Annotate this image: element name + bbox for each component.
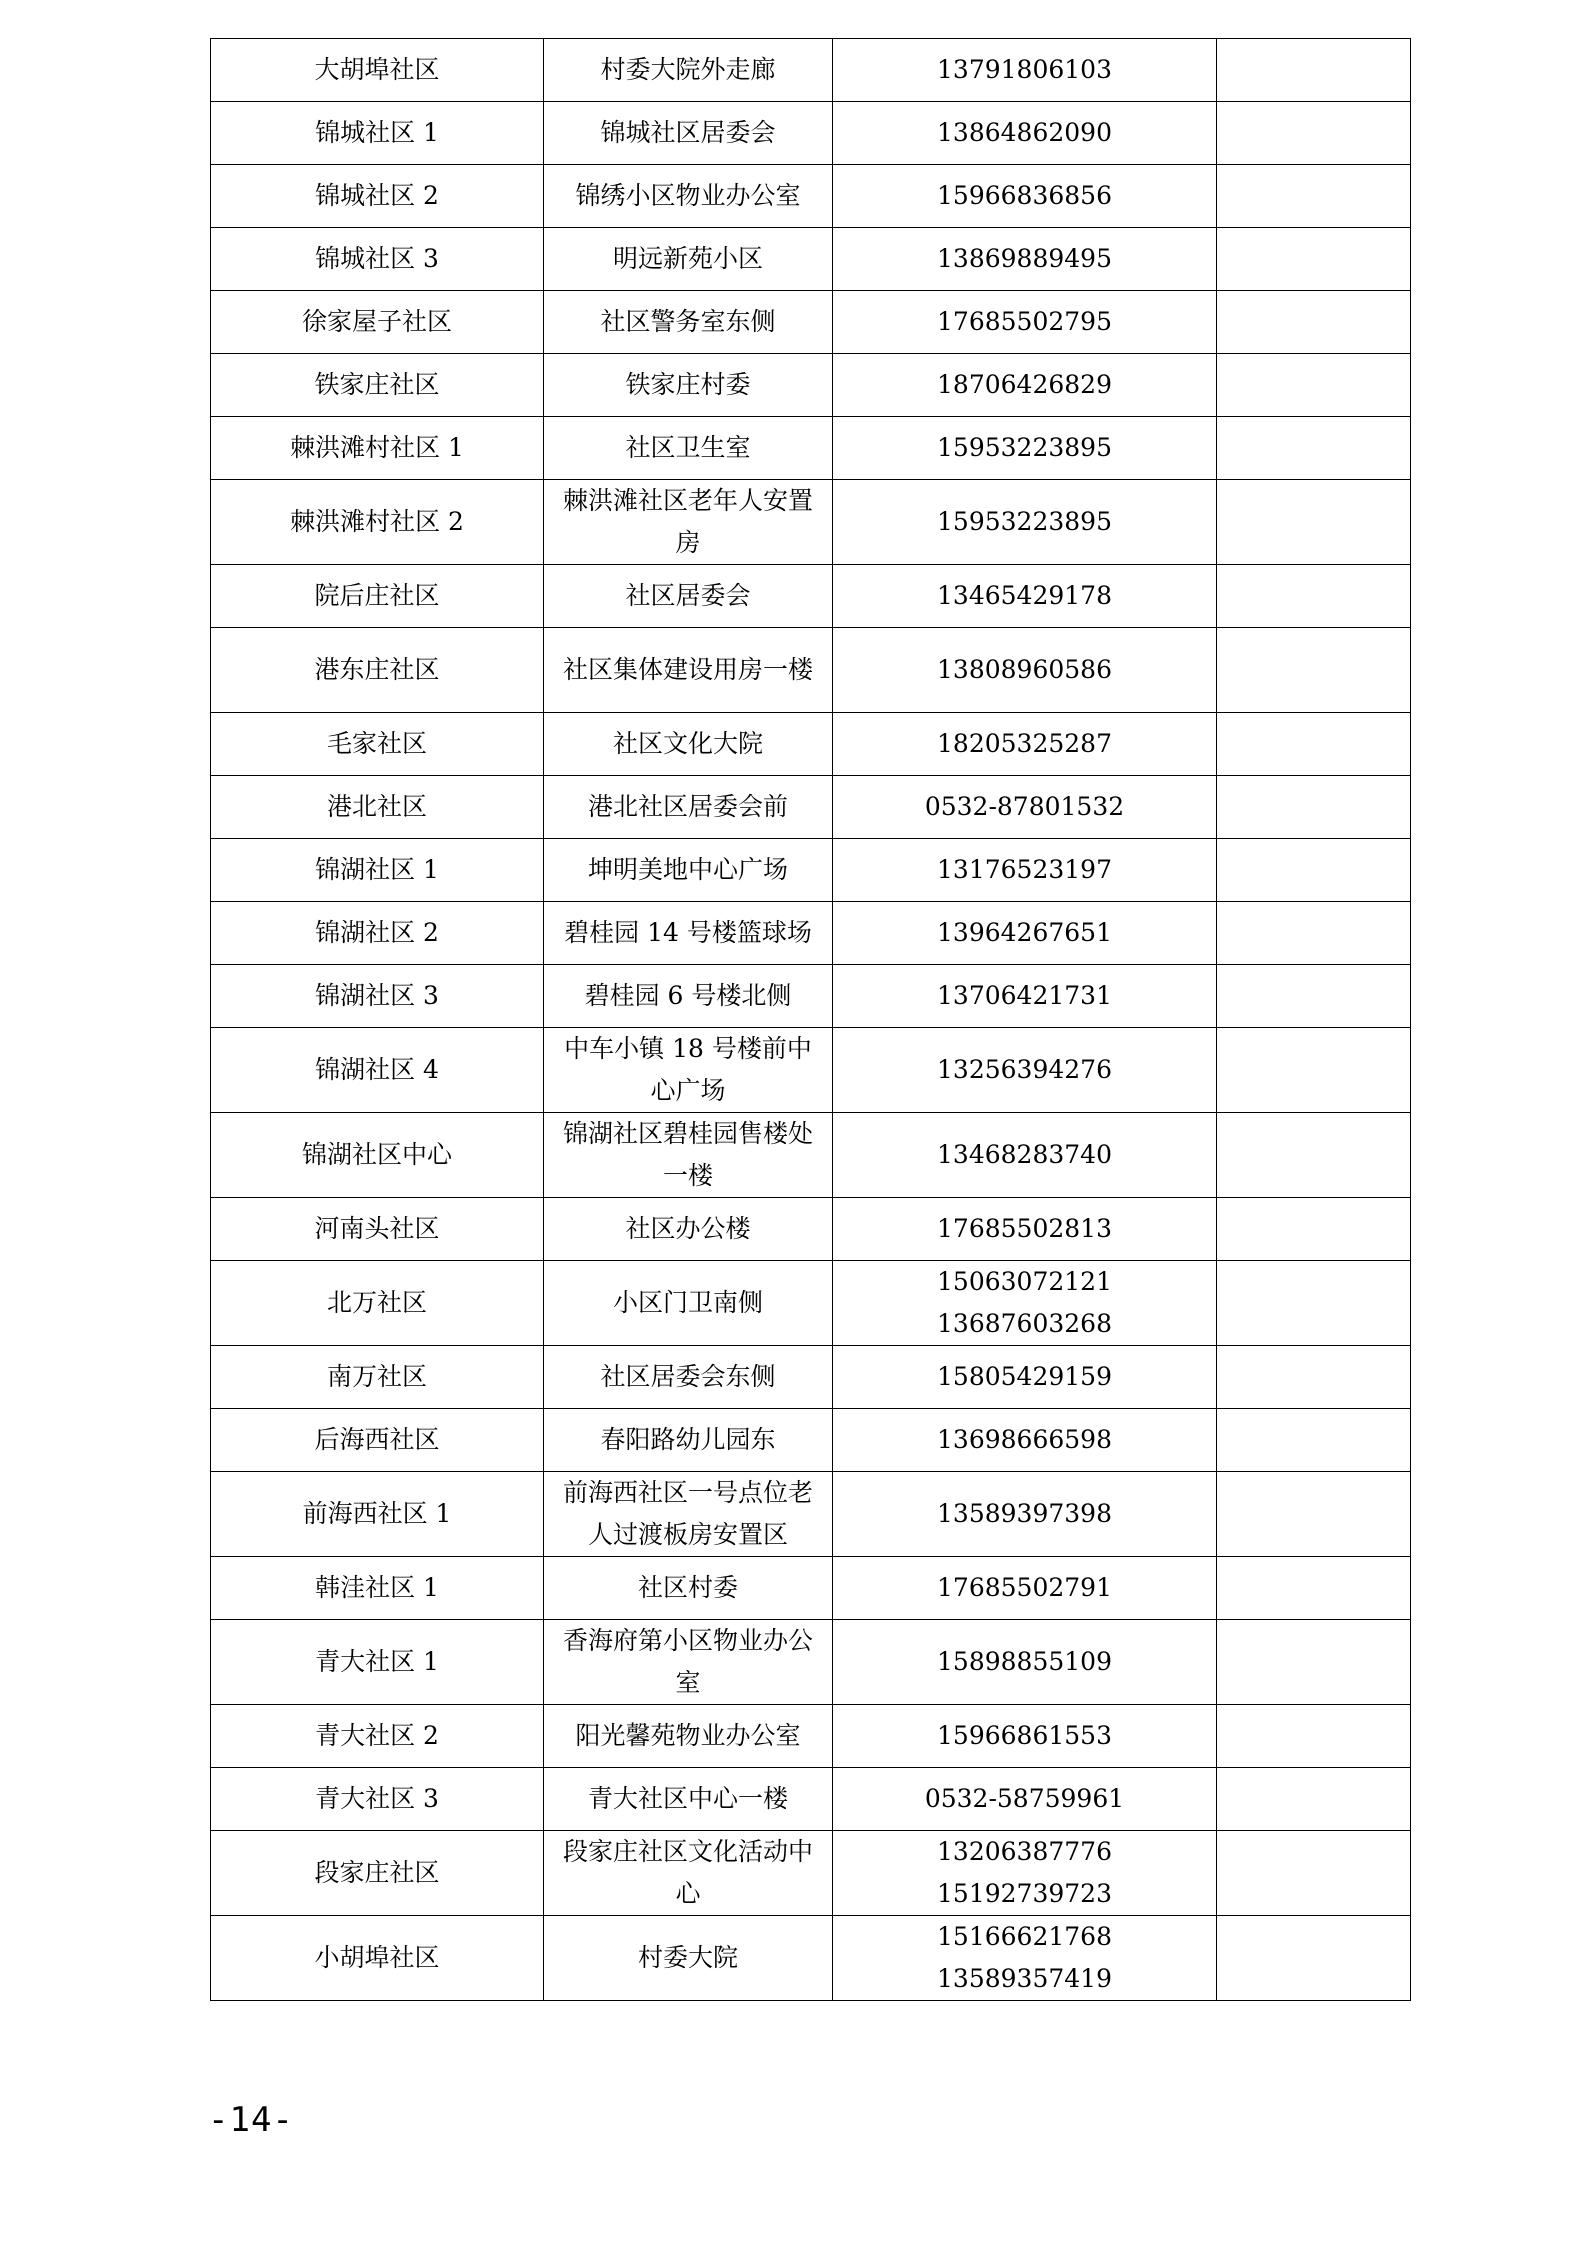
table-row [211, 1113, 1411, 1198]
location-text: 村委大院外走廊 [600, 55, 776, 84]
phone-cell [833, 1831, 1217, 1916]
phone-cell [833, 1768, 1217, 1831]
location-text: 春阳路幼儿园东 [600, 1425, 776, 1454]
location-cell [544, 1472, 833, 1557]
community-name: 北万社区 [326, 1288, 427, 1317]
location-cell [544, 1409, 833, 1472]
note-cell [1217, 291, 1411, 354]
location-cell [544, 354, 833, 417]
location-cell [544, 1557, 833, 1620]
location-cell [544, 965, 833, 1028]
location-cell [544, 480, 833, 565]
phone-cell [833, 228, 1217, 291]
note-cell [1217, 1346, 1411, 1409]
community-name-cell [211, 165, 544, 228]
location-text: 明远新苑小区 [612, 244, 763, 273]
table-row [211, 1028, 1411, 1113]
phone-number: 13791806103 [937, 55, 1112, 84]
testing-site-table-container [210, 38, 1410, 2001]
phone-cell [833, 1557, 1217, 1620]
location-cell [544, 776, 833, 839]
table-row [211, 102, 1411, 165]
phone-cell [833, 565, 1217, 628]
phone-number: 17685502813 [937, 1214, 1112, 1243]
location-cell [544, 1113, 833, 1198]
location-text: 坤明美地中心广场 [587, 855, 788, 884]
community-name-cell [211, 1113, 544, 1198]
phone-number: 0532-58759961 [924, 1784, 1125, 1813]
phone-cell [833, 1028, 1217, 1113]
note-cell [1217, 417, 1411, 480]
phone-cell [833, 713, 1217, 776]
community-name: 毛家社区 [326, 729, 427, 758]
note-cell [1217, 1768, 1411, 1831]
table-row [211, 480, 1411, 565]
location-text: 青大社区中心一楼 [587, 1784, 788, 1813]
phone-number: 15953223895 [937, 433, 1112, 462]
location-cell [544, 565, 833, 628]
community-name: 院后庄社区 [314, 581, 440, 610]
community-name-cell [211, 354, 544, 417]
phone-cell [833, 480, 1217, 565]
table-row [211, 39, 1411, 102]
location-text: 锦城社区居委会 [600, 118, 776, 147]
community-name: 河南头社区 [314, 1214, 440, 1243]
phone-number: 18706426829 [937, 370, 1112, 399]
location-text: 社区集体建设用房一楼 [562, 655, 813, 684]
table-row [211, 565, 1411, 628]
community-name-cell [211, 1028, 544, 1113]
location-cell [544, 228, 833, 291]
phone-number: 0532-87801532 [924, 792, 1125, 821]
table-row [211, 291, 1411, 354]
community-name-cell [211, 39, 544, 102]
note-cell [1217, 713, 1411, 776]
community-name-cell [211, 417, 544, 480]
location-cell [544, 291, 833, 354]
phone-number: 15966836856 [937, 181, 1112, 210]
phone-cell [833, 1705, 1217, 1768]
location-text: 碧桂园 6 号楼北侧 [584, 981, 792, 1010]
note-cell [1217, 565, 1411, 628]
phone-number: 18205325287 [937, 729, 1112, 758]
phone-number: 13256394276 [937, 1055, 1112, 1084]
phone-number: 17685502795 [937, 307, 1112, 336]
community-name-cell [211, 102, 544, 165]
community-name-cell [211, 1705, 544, 1768]
note-cell [1217, 102, 1411, 165]
phone-cell [833, 1113, 1217, 1198]
phone-number: 13964267651 [937, 918, 1112, 947]
community-name: 徐家屋子社区 [301, 307, 452, 336]
phone-number: 15898855109 [937, 1647, 1112, 1676]
community-name: 铁家庄社区 [314, 370, 440, 399]
table-row [211, 1261, 1411, 1346]
page-number: -14- [208, 2100, 294, 2140]
location-text: 段家庄社区文化活动中心 [562, 1837, 813, 1908]
phone-number: 17685502791 [937, 1573, 1112, 1602]
table-row [211, 628, 1411, 713]
phone-number: 13864862090 [937, 118, 1112, 147]
community-name: 大胡埠社区 [314, 55, 440, 84]
location-text: 锦绣小区物业办公室 [575, 181, 801, 210]
location-text: 铁家庄村委 [625, 370, 751, 399]
location-text: 社区文化大院 [612, 729, 763, 758]
testing-site-table [210, 38, 1411, 2001]
phone-cell [833, 1261, 1217, 1346]
location-cell [544, 1346, 833, 1409]
phone-number: 15966861553 [937, 1721, 1112, 1750]
community-name-cell [211, 965, 544, 1028]
location-text: 小区门卫南侧 [612, 1288, 763, 1317]
table-row [211, 713, 1411, 776]
community-name-cell [211, 776, 544, 839]
location-cell [544, 1831, 833, 1916]
phone-number: 15953223895 [937, 507, 1112, 536]
note-cell [1217, 480, 1411, 565]
phone-cell [833, 1198, 1217, 1261]
table-row [211, 965, 1411, 1028]
community-name-cell [211, 628, 544, 713]
community-name: 锦城社区 3 [315, 244, 439, 273]
table-row [211, 839, 1411, 902]
location-text: 社区警务室东侧 [600, 307, 776, 336]
phone-cell [833, 1472, 1217, 1557]
location-cell [544, 165, 833, 228]
note-cell [1217, 354, 1411, 417]
table-row [211, 1831, 1411, 1916]
community-name: 前海西社区 1 [302, 1499, 452, 1528]
community-name: 南万社区 [326, 1362, 427, 1391]
location-cell [544, 628, 833, 713]
location-cell [544, 839, 833, 902]
phone-cell [833, 165, 1217, 228]
location-text: 棘洪滩社区老年人安置房 [562, 486, 813, 557]
community-name-cell [211, 1916, 544, 2001]
location-cell [544, 1620, 833, 1705]
community-name-cell [211, 1409, 544, 1472]
location-cell [544, 1916, 833, 2001]
community-name-cell [211, 480, 544, 565]
phone-number: 15063072121 [937, 1267, 1112, 1296]
location-text: 社区居委会 [625, 581, 751, 610]
location-cell [544, 1028, 833, 1113]
community-name: 锦湖社区 3 [315, 981, 439, 1010]
phone-number: 13468283740 [937, 1140, 1112, 1169]
location-text: 港北社区居委会前 [587, 792, 788, 821]
location-text: 香海府第小区物业办公室 [562, 1626, 813, 1697]
phone-cell [833, 39, 1217, 102]
community-name: 锦城社区 2 [315, 181, 439, 210]
location-cell [544, 902, 833, 965]
location-text: 社区卫生室 [625, 433, 751, 462]
location-cell [544, 1768, 833, 1831]
phone-cell [833, 1346, 1217, 1409]
phone-cell [833, 354, 1217, 417]
note-cell [1217, 1198, 1411, 1261]
community-name: 锦湖社区 4 [315, 1055, 439, 1084]
location-text: 碧桂园 14 号楼篮球场 [564, 918, 812, 947]
phone-number: 13687603268 [937, 1309, 1112, 1338]
phone-number: 13808960586 [937, 655, 1112, 684]
location-cell [544, 417, 833, 480]
community-name-cell [211, 1261, 544, 1346]
phone-cell [833, 776, 1217, 839]
table-row [211, 1472, 1411, 1557]
note-cell [1217, 39, 1411, 102]
note-cell [1217, 1831, 1411, 1916]
community-name: 韩洼社区 1 [315, 1573, 439, 1602]
table-row [211, 417, 1411, 480]
phone-number: 13698666598 [937, 1425, 1112, 1454]
community-name-cell [211, 902, 544, 965]
table-row [211, 1198, 1411, 1261]
community-name: 后海西社区 [314, 1425, 440, 1454]
location-cell [544, 1705, 833, 1768]
community-name: 港东庄社区 [314, 655, 440, 684]
note-cell [1217, 628, 1411, 713]
phone-cell [833, 1409, 1217, 1472]
phone-number: 15166621768 [937, 1922, 1112, 1951]
community-name-cell [211, 1831, 544, 1916]
location-cell [544, 713, 833, 776]
phone-cell [833, 1916, 1217, 2001]
phone-number: 13465429178 [937, 581, 1112, 610]
community-name: 锦城社区 1 [315, 118, 439, 147]
note-cell [1217, 1916, 1411, 2001]
note-cell [1217, 1028, 1411, 1113]
location-text: 社区居委会东侧 [600, 1362, 776, 1391]
community-name-cell [211, 713, 544, 776]
location-text: 阳光馨苑物业办公室 [575, 1721, 801, 1750]
table-row [211, 1557, 1411, 1620]
note-cell [1217, 1705, 1411, 1768]
community-name: 棘洪滩村社区 2 [290, 507, 464, 536]
table-row [211, 776, 1411, 839]
note-cell [1217, 165, 1411, 228]
phone-number: 13869889495 [937, 244, 1112, 273]
phone-cell [833, 965, 1217, 1028]
note-cell [1217, 228, 1411, 291]
phone-number: 13589357419 [937, 1964, 1112, 1993]
community-name-cell [211, 1620, 544, 1705]
note-cell [1217, 1557, 1411, 1620]
note-cell [1217, 1620, 1411, 1705]
table-row [211, 1768, 1411, 1831]
note-cell [1217, 1409, 1411, 1472]
note-cell [1217, 1472, 1411, 1557]
location-text: 社区办公楼 [625, 1214, 751, 1243]
table-row [211, 165, 1411, 228]
location-cell [544, 39, 833, 102]
phone-cell [833, 417, 1217, 480]
community-name: 小胡埠社区 [314, 1943, 440, 1972]
note-cell [1217, 1113, 1411, 1198]
table-body [211, 39, 1411, 2001]
community-name: 锦湖社区 1 [315, 855, 439, 884]
location-text: 中车小镇 18 号楼前中心广场 [564, 1034, 812, 1105]
location-cell [544, 1198, 833, 1261]
phone-number: 15805429159 [937, 1362, 1112, 1391]
location-text: 社区村委 [637, 1573, 738, 1602]
location-text: 锦湖社区碧桂园售楼处一楼 [562, 1119, 813, 1190]
community-name-cell [211, 839, 544, 902]
phone-cell [833, 839, 1217, 902]
phone-cell [833, 102, 1217, 165]
location-text: 前海西社区一号点位老人过渡板房安置区 [562, 1478, 813, 1549]
phone-number: 13706421731 [937, 981, 1112, 1010]
phone-cell [833, 291, 1217, 354]
phone-number: 15192739723 [937, 1879, 1112, 1908]
community-name-cell [211, 565, 544, 628]
community-name: 棘洪滩村社区 1 [290, 433, 464, 462]
community-name-cell [211, 228, 544, 291]
table-row [211, 354, 1411, 417]
table-row [211, 1705, 1411, 1768]
phone-number: 13206387776 [937, 1837, 1112, 1866]
note-cell [1217, 902, 1411, 965]
community-name: 港北社区 [326, 792, 427, 821]
community-name: 锦湖社区 2 [315, 918, 439, 947]
table-row [211, 1409, 1411, 1472]
community-name-cell [211, 1557, 544, 1620]
community-name: 青大社区 2 [315, 1721, 439, 1750]
community-name: 锦湖社区中心 [301, 1140, 452, 1169]
phone-cell [833, 1620, 1217, 1705]
community-name-cell [211, 1768, 544, 1831]
phone-cell [833, 628, 1217, 713]
community-name: 段家庄社区 [314, 1858, 440, 1887]
table-row [211, 1620, 1411, 1705]
community-name-cell [211, 291, 544, 354]
phone-cell [833, 902, 1217, 965]
location-text: 村委大院 [637, 1943, 738, 1972]
community-name: 青大社区 1 [315, 1647, 439, 1676]
community-name-cell [211, 1198, 544, 1261]
location-cell [544, 1261, 833, 1346]
community-name: 青大社区 3 [315, 1784, 439, 1813]
phone-number: 13176523197 [937, 855, 1112, 884]
table-row [211, 1346, 1411, 1409]
community-name-cell [211, 1346, 544, 1409]
note-cell [1217, 1261, 1411, 1346]
note-cell [1217, 839, 1411, 902]
location-cell [544, 102, 833, 165]
phone-number: 13589397398 [937, 1499, 1112, 1528]
table-row [211, 1916, 1411, 2001]
community-name-cell [211, 1472, 544, 1557]
note-cell [1217, 776, 1411, 839]
note-cell [1217, 965, 1411, 1028]
table-row [211, 902, 1411, 965]
table-row [211, 228, 1411, 291]
